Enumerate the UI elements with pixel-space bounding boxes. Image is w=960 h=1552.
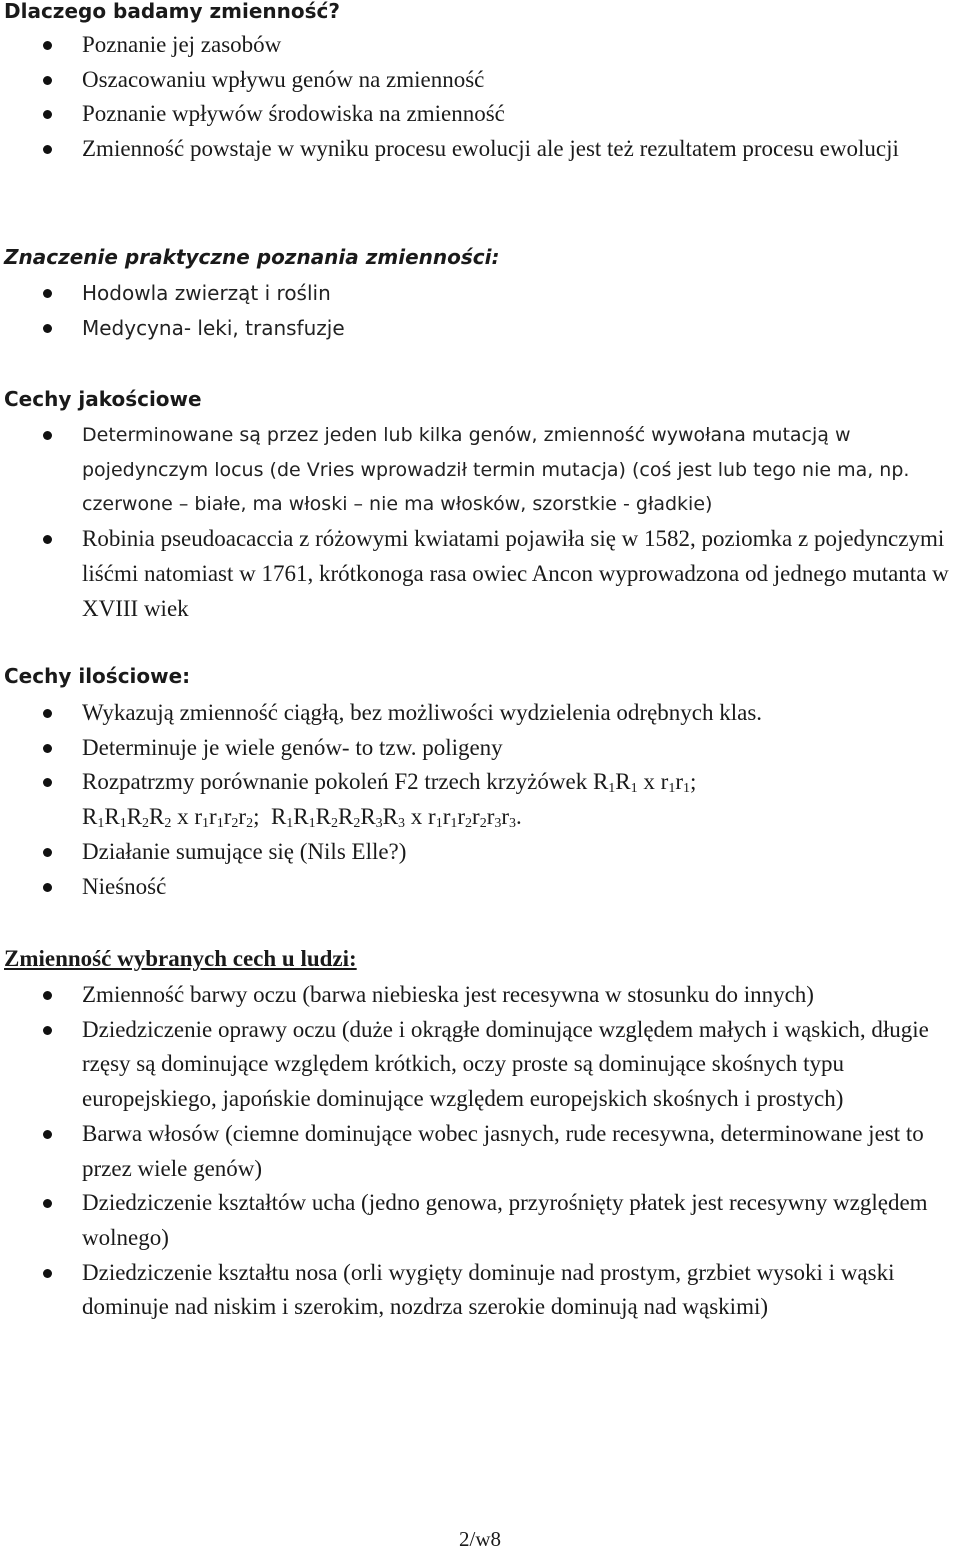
bullet-icon	[43, 41, 52, 50]
list-item: Robinia pseudoacaccia z różowymi kwiatami pojawiła się w 1582, poziomka z pojedynczymi liśćmi natomiast w 1761, krótkonoga rasa owiec Ancon wyprowadzona od jednego mutanta w XVIII wiek	[0, 522, 960, 626]
bullet-icon	[43, 709, 52, 718]
list-why	[0, 28, 960, 167]
bullet-icon	[43, 744, 52, 753]
bullet-icon	[43, 76, 52, 85]
bullet-icon	[43, 289, 52, 298]
list-item: Zmienność barwy oczu (barwa niebieska jest recesywna w stosunku do innych)	[0, 978, 960, 1013]
bullet-icon	[43, 145, 52, 154]
list-item: Determinuje je wiele genów- to tzw. poligeny	[0, 731, 960, 766]
page-number: 2/w8	[459, 1527, 501, 1551]
list-item: Nieśność	[0, 870, 960, 905]
heading-humans: Zmienność wybranych cech u ludzi:	[4, 946, 357, 971]
list-item: Rozpatrzmy porównanie pokoleń F2 trzech krzyżówek $R_1R_1$ x $r_1r_1$; $R_1R_1R_2R_2$ x $r_1r_1r_2r_2$; $R_1R_1R_2R_2R_3R_3$ x $r_1r_1r_2r_2r_3r_3$.	[0, 765, 960, 834]
heading-qualitative: Cechy jakościowe	[4, 387, 202, 411]
list-item: Wykazują zmienność ciągłą, bez możliwości wydzielenia odrębnych klas.	[0, 696, 960, 731]
list-item: Determinowane są przez jeden lub kilka genów, zmienność wywołana mutacją w pojedynczym locus (de Vries wprowadził termin mutacja) (coś jest lub tego nie ma, np. czerwone – białe, ma włoski – nie ma włosków, szorstkie - gładkie)	[0, 418, 960, 522]
list-qualitative	[0, 418, 960, 626]
list-quantitative	[0, 696, 960, 904]
list-item: Hodowla zwierząt i roślin	[0, 276, 960, 311]
bullet-icon	[43, 991, 52, 1000]
list-item: Oszacowaniu wpływu genów na zmienność	[0, 63, 960, 98]
list-item: Barwa włosów (ciemne dominujące wobec jasnych, rude recesywna, determinowane jest to przez wiele genów)	[0, 1117, 960, 1186]
bullet-icon	[43, 778, 52, 787]
list-item: Dziedziczenie oprawy oczu (duże i okrągłe dominujące względem małych i wąskich, długie rzęsy są dominujące względem krótkich, oczy proste są dominujące skośnych typu europejskiego, japońskie dominujące względem europejskich skośnych i prostych)	[0, 1013, 960, 1117]
formula-line-2: $R_1R_1R_2R_2$ x $r_1r_1r_2r_2$; $R_1R_1R_2R_2R_3R_3$ x $r_1r_1r_2r_2r_3r_3$.	[82, 804, 522, 832]
heading-why: Dlaczego badamy zmienność?	[4, 0, 340, 23]
list-item: Medycyna- leki, transfuzje	[0, 311, 960, 346]
list-item: Działanie sumujące się (Nils Elle?)	[0, 835, 960, 870]
list-item: Dziedziczenie kształtów ucha (jedno genowa, przyrośnięty płatek jest recesywny względem wolnego)	[0, 1186, 960, 1255]
list-item: Zmienność powstaje w wyniku procesu ewolucji ale jest też rezultatem procesu ewolucji	[0, 132, 960, 167]
bullet-icon	[43, 535, 52, 544]
heading-practical: Znaczenie praktyczne poznania zmienności:	[4, 245, 500, 269]
list-item: Poznanie wpływów środowiska na zmienność	[0, 97, 960, 132]
list-humans	[0, 978, 960, 1325]
heading-quantitative: Cechy ilościowe:	[4, 664, 191, 688]
bullet-icon	[43, 1130, 52, 1139]
list-item: Dziedziczenie kształtu nosa (orli wygięty dominuje nad prostym, grzbiet wysoki i wąski dominuje nad niskim i szerokim, nozdrza szerokie dominują nad wąskimi)	[0, 1256, 960, 1325]
bullet-icon	[43, 1026, 52, 1035]
bullet-icon	[43, 110, 52, 119]
list-practical	[0, 276, 960, 345]
bullet-icon	[43, 1199, 52, 1208]
list-item: Poznanie jej zasobów	[0, 28, 960, 63]
bullet-icon	[43, 1269, 52, 1278]
formula-line-1: $R_1R_1$ x $r_1r_1$;	[592, 769, 697, 797]
bullet-icon	[43, 848, 52, 857]
bullet-icon	[43, 324, 52, 333]
bullet-icon	[43, 883, 52, 892]
bullet-icon	[43, 431, 52, 440]
